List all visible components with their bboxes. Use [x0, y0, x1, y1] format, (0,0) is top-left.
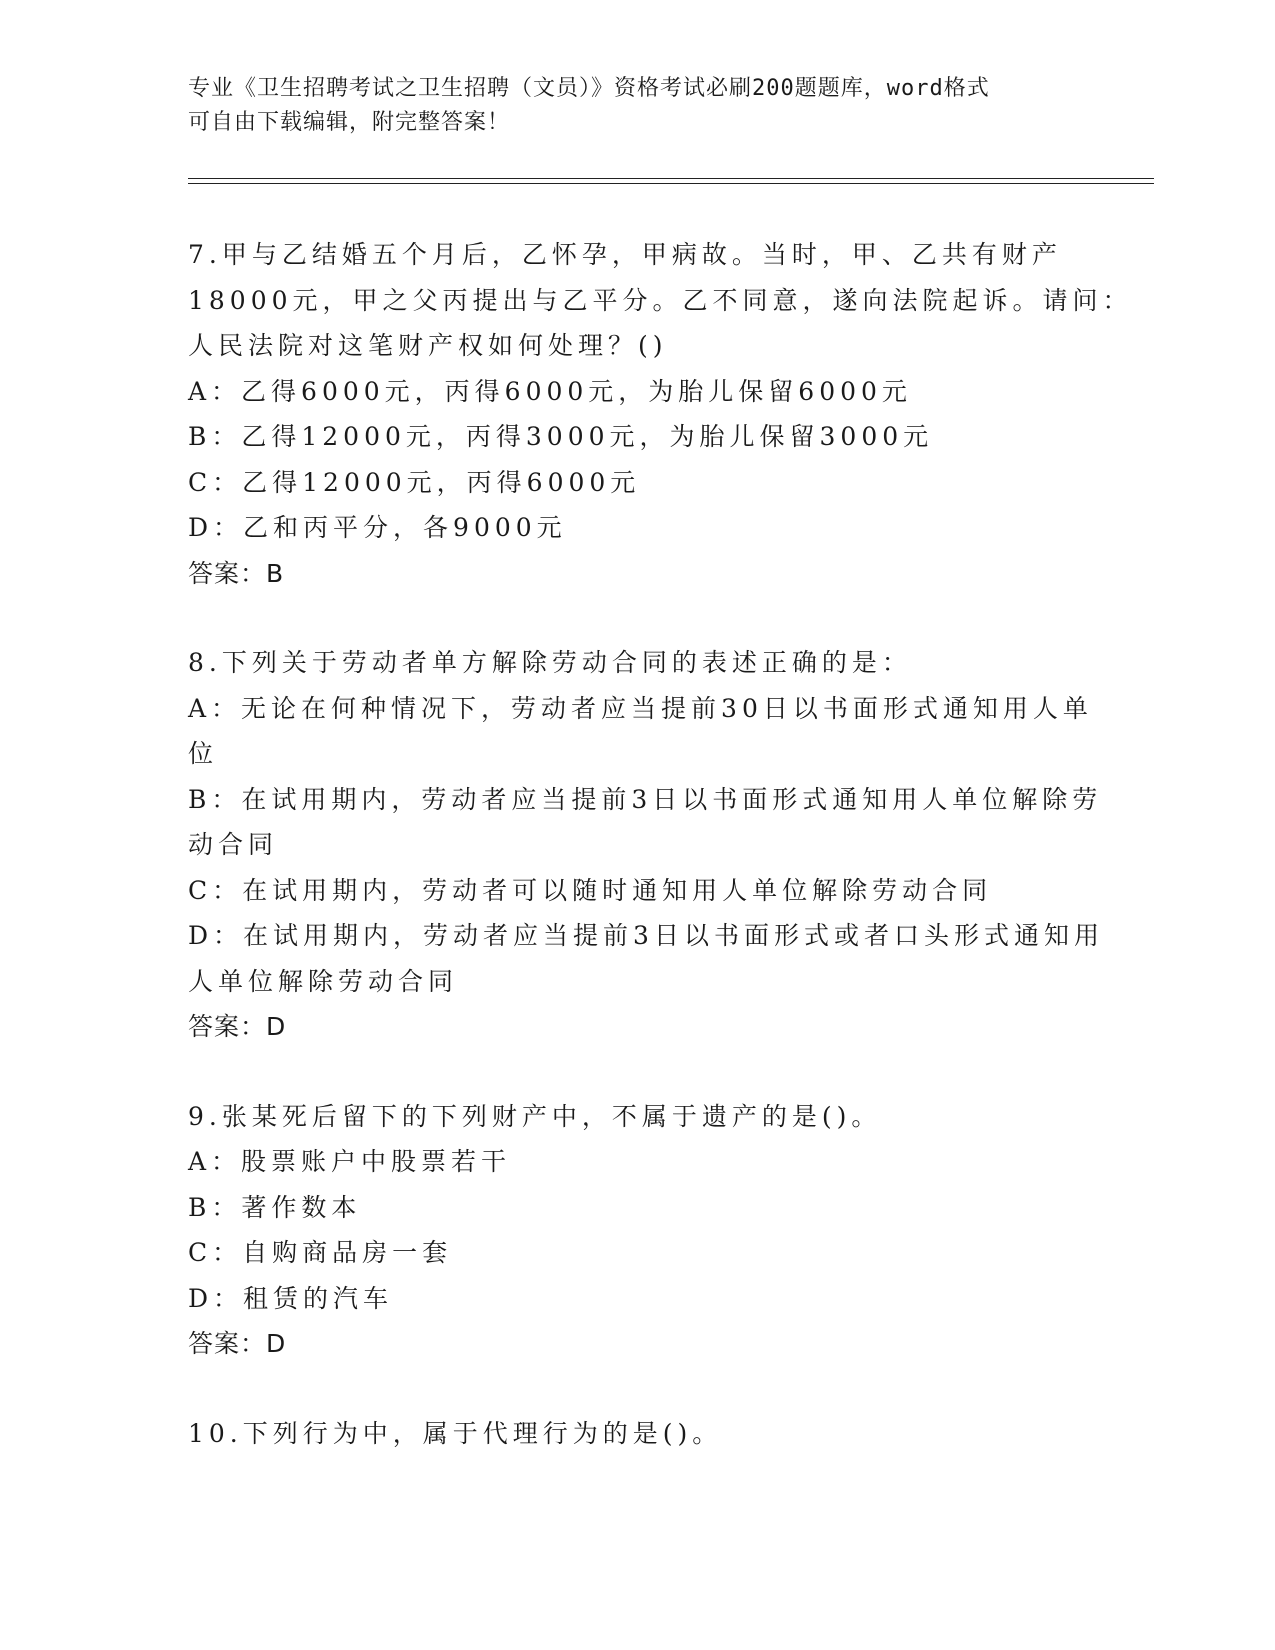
option-c: C：自购商品房一套: [188, 1238, 453, 1267]
option-a: A：无论在何种情况下，劳动者应当提前30日以书面形式通知用人单: [188, 693, 1093, 723]
answer-label: 答案：D: [188, 1329, 287, 1358]
header-line-2: 可自由下载编辑，附完整答案！: [188, 110, 511, 135]
question-10: [188, 1411, 1088, 1457]
question-stem-line: 18000元，甲之父丙提出与乙平分。乙不同意，遂向法院起诉。请问：: [188, 285, 1133, 315]
question-9: [188, 1094, 1088, 1367]
question-stem-line: 7.甲与乙结婚五个月后，乙怀孕，甲病故。当时，甲、乙共有财产: [188, 240, 1062, 269]
question-stem-line: 人民法院对这笔财产权如何处理？(): [188, 331, 668, 360]
option-b: B：著作数本: [188, 1192, 362, 1222]
option-a-continued: 位: [188, 739, 219, 768]
question-list: [188, 232, 1133, 1500]
answer-label: 答案：B: [188, 558, 285, 588]
option-c: C：乙得12000元，丙得6000元: [188, 467, 641, 497]
question-8: [188, 640, 1104, 1050]
question-7: [188, 232, 1133, 596]
option-a: A：股票账户中股票若干: [188, 1147, 512, 1176]
option-d: D：租赁的汽车: [188, 1283, 394, 1313]
option-d: D：乙和丙平分，各9000元: [188, 513, 567, 542]
option-a: A：乙得6000元，丙得6000元，为胎儿保留6000元: [188, 376, 912, 406]
answer-label: 答案：D: [188, 1012, 287, 1041]
header-rule-top: [188, 178, 1154, 179]
document-header: [188, 72, 1088, 140]
question-stem-line: 8.下列关于劳动者单方解除劳动合同的表述正确的是：: [188, 648, 912, 677]
header-rule-bottom: [188, 183, 1154, 184]
option-b: B：乙得12000元，丙得3000元，为胎儿保留3000元: [188, 422, 934, 451]
option-d: D：在试用期内，劳动者应当提前3日以书面形式或者口头形式通知用: [188, 921, 1104, 950]
header-line-1: 专业《卫生招聘考试之卫生招聘（文员）》资格考试必刷200题题库，word格式: [188, 76, 990, 101]
question-stem-line: 10.下列行为中，属于代理行为的是()。: [188, 1418, 723, 1448]
option-b-continued: 动合同: [188, 830, 279, 859]
option-b: B：在试用期内，劳动者应当提前3日以书面形式通知用人单位解除劳: [188, 784, 1103, 814]
option-d-continued: 人单位解除劳动合同: [188, 966, 459, 996]
option-c: C：在试用期内，劳动者可以随时通知用人单位解除劳动合同: [188, 875, 993, 905]
question-stem-line: 9.张某死后留下的下列财产中，不属于遗产的是()。: [188, 1101, 882, 1131]
